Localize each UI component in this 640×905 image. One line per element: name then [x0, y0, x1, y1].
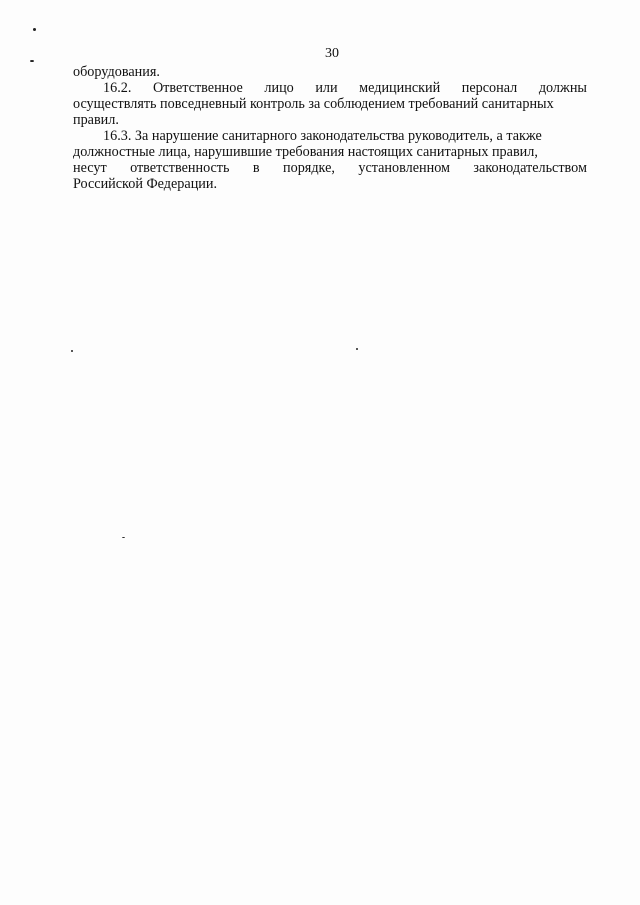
word: медицинский	[359, 80, 441, 96]
word: или	[315, 80, 338, 96]
word: законодательством	[473, 160, 587, 176]
word: несут	[73, 160, 107, 176]
word: лицо	[264, 80, 294, 96]
paragraph-16-2-line-3: правил.	[73, 112, 119, 128]
word: в	[252, 160, 260, 176]
scan-speck	[71, 350, 73, 352]
paragraph-16-2-line-1	[73, 80, 587, 96]
paragraph-16-3-line-2: должностные лица, нарушившие требования настоящих санитарных правил,	[73, 144, 538, 160]
scan-speck	[122, 537, 125, 538]
paragraph-16-3-line-4: Российской Федерации.	[73, 176, 218, 192]
scan-speck	[356, 348, 358, 350]
scan-speck	[33, 28, 36, 31]
word: персонал	[461, 80, 518, 96]
paragraph-16-3-line-3	[73, 160, 587, 176]
word: ответственность	[130, 160, 230, 176]
word: установленном	[358, 160, 450, 176]
word: порядке,	[283, 160, 335, 176]
page-number: 30	[325, 46, 339, 61]
paragraph-continuation: оборудования.	[73, 64, 160, 80]
paragraph-16-2-line-2: осуществлять повседневный контроль за соблюдением требований санитарных	[73, 96, 554, 112]
document-body	[73, 64, 587, 192]
word: 16.2.	[103, 80, 132, 96]
paragraph-16-3-line-1: 16.3. За нарушение санитарного законодательства руководитель, а также	[103, 128, 542, 144]
word: должны	[538, 80, 587, 96]
word: Ответственное	[152, 80, 243, 96]
